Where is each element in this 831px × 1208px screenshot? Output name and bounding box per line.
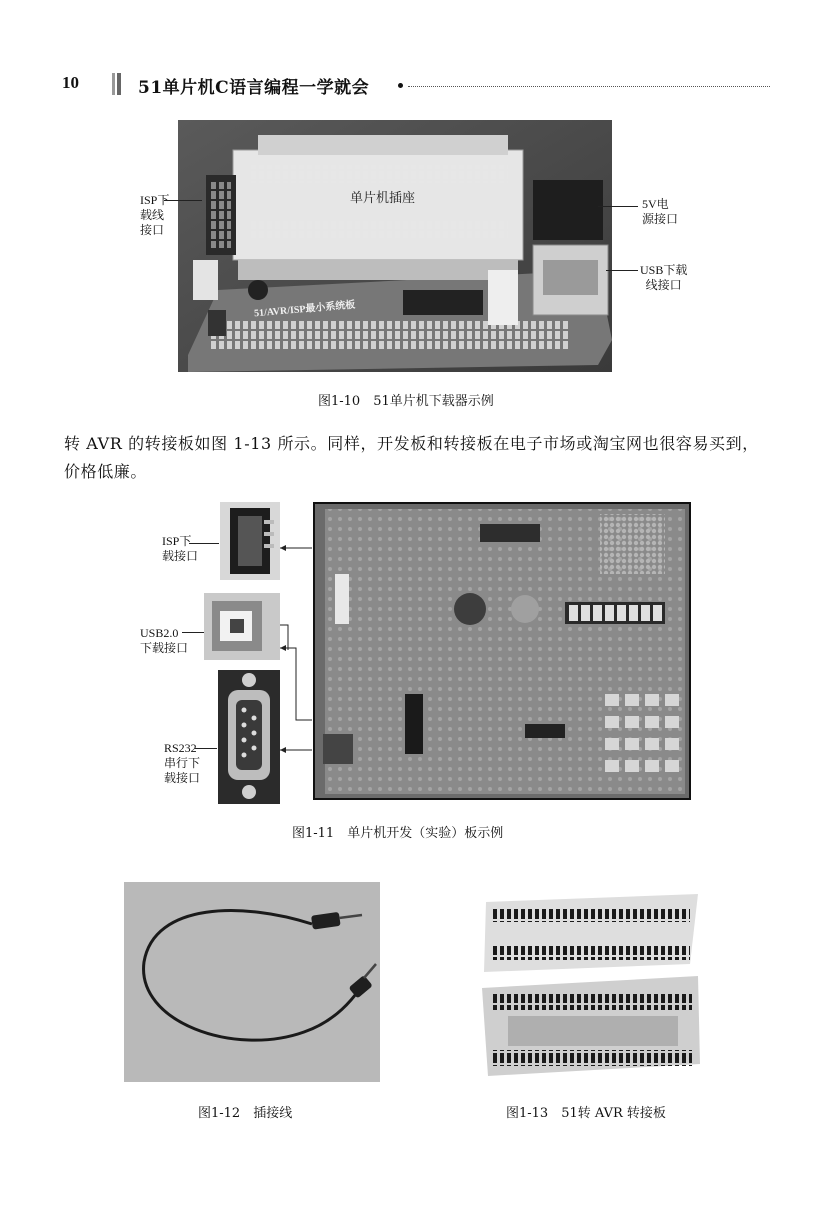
figure-1-11-caption: 图1-11 单片机开发（实验）板示例 (292, 826, 504, 841)
label-usb2-port: USB2.0 下载接口 (140, 626, 189, 655)
label-mcu-socket: 单片机插座 (350, 190, 416, 205)
board-silkscreen: 51/AVR/ISP最小系统板 (253, 299, 356, 320)
header-bar-ornament (112, 73, 121, 95)
figure-1-13-caption: 图1-13 51转 AVR 转接板 (506, 1106, 666, 1121)
leader-line (164, 200, 202, 201)
figure-1-11-callout-arrows (278, 540, 318, 760)
figure-1-13-adapter-board-photo (478, 884, 702, 1082)
header-dotted-rule (408, 86, 770, 87)
label-5v-power-port: 5V电 源接口 (642, 197, 679, 226)
figure-1-10-caption: 图1-10 51单片机下载器示例 (318, 394, 494, 409)
leader-line (189, 543, 219, 544)
body-paragraph: 转 AVR 的转接板如图 1-13 所示。同样，开发板和转接板在电子市场或淘宝网也很容易买到，价格低廉。 (64, 434, 759, 481)
figure-1-12-jumper-wire-photo (124, 882, 380, 1082)
leader-line (598, 206, 638, 207)
label-rs232-port: RS232 串行下 载接口 (164, 741, 201, 785)
leader-line (606, 270, 638, 271)
figure-1-11-dev-board-photo (313, 502, 691, 800)
figure-1-10-photo (178, 120, 612, 372)
isp-connector-photo (220, 502, 280, 580)
running-header-title: 51单片机C语言编程一学就会 (138, 78, 370, 98)
figure-1-12-caption: 图1-12 插接线 (198, 1106, 293, 1121)
header-dot (398, 83, 403, 88)
rs232-connector-photo (218, 670, 280, 804)
leader-line (195, 748, 217, 749)
leader-line (182, 632, 204, 633)
page-number: 10 (62, 73, 79, 92)
label-isp-cable-port: ISP下 载线 接口 (140, 193, 170, 237)
label-usb-cable-port: USB下载 线接口 (640, 263, 688, 292)
usb2-connector-photo (204, 593, 280, 660)
label-isp-port: ISP下 载接口 (162, 534, 199, 563)
